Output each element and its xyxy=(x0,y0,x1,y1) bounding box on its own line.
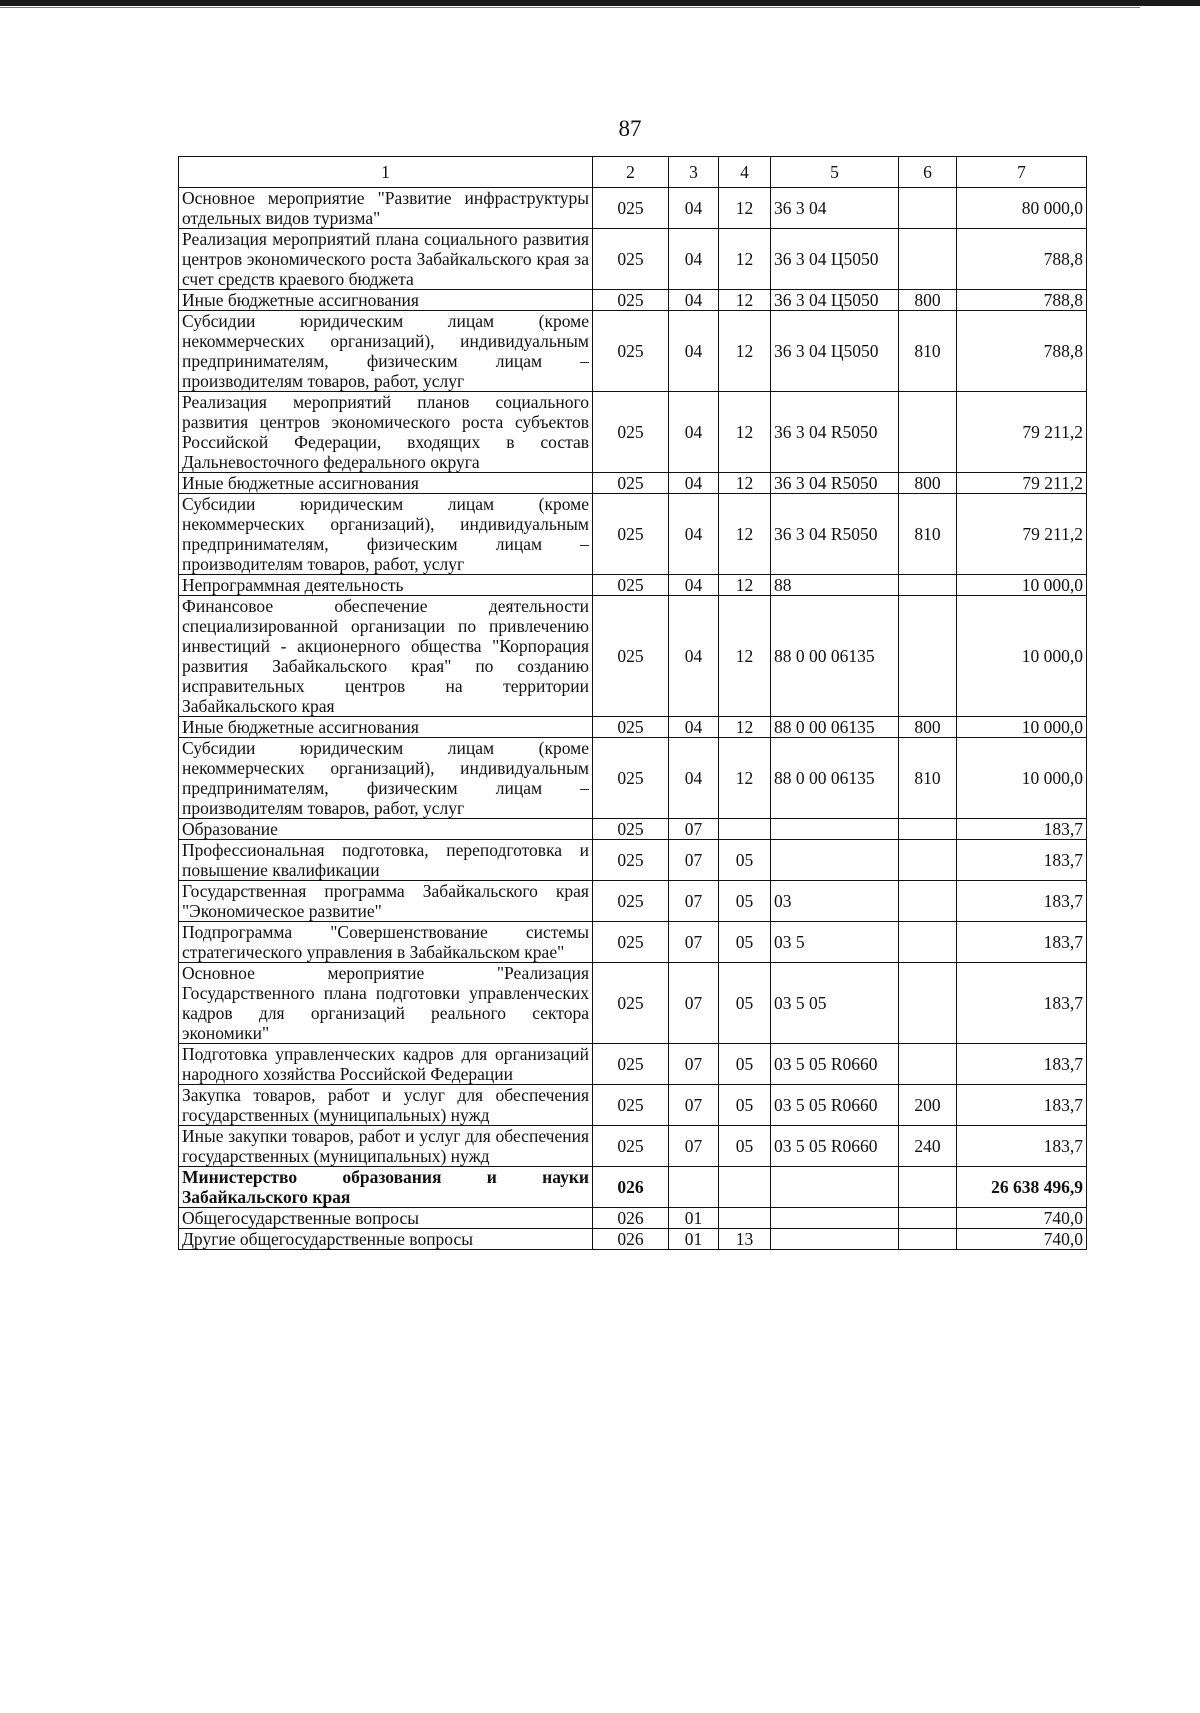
subsection-code-cell: 12 xyxy=(719,717,771,738)
expense-type-cell xyxy=(899,596,957,717)
section-code-cell: 04 xyxy=(669,717,719,738)
table-row xyxy=(179,1085,1087,1126)
expense-type-cell xyxy=(899,392,957,473)
expense-type-cell xyxy=(899,1167,957,1208)
section-code-cell: 07 xyxy=(669,881,719,922)
amount-cell: 10 000,0 xyxy=(957,596,1087,717)
table-row xyxy=(179,881,1087,922)
expense-type-cell xyxy=(899,1229,957,1250)
expense-type-cell: 810 xyxy=(899,738,957,819)
row-name-cell: Финансовое обеспечение деятельности специализированной организации по привлечению инвестиций - акционерного общества "Корпорация развития Забайкальского края" по созданию исправительных центров на территории Забайкальского края xyxy=(179,596,593,717)
admin-code-cell: 025 xyxy=(593,840,669,881)
column-header: 3 xyxy=(669,157,719,188)
row-name-cell: Основное мероприятие "Развитие инфраструктуры отдельных видов туризма" xyxy=(179,188,593,229)
admin-code-cell: 025 xyxy=(593,473,669,494)
section-code-cell: 04 xyxy=(669,188,719,229)
amount-cell: 788,8 xyxy=(957,311,1087,392)
admin-code-cell: 025 xyxy=(593,1126,669,1167)
row-name-cell: Субсидии юридическим лицам (кроме некоммерческих организаций), индивидуальным предпринимателям, физическим лицам – производителям товаров, работ, услуг xyxy=(179,738,593,819)
table-row xyxy=(179,188,1087,229)
admin-code-cell: 025 xyxy=(593,188,669,229)
row-name-cell: Реализация мероприятий плана социального развития центров экономического роста Забайкальского края за счет средств краевого бюджета xyxy=(179,229,593,290)
table-row xyxy=(179,1167,1087,1208)
target-article-cell: 36 3 04 R5050 xyxy=(771,494,899,575)
amount-cell: 183,7 xyxy=(957,1126,1087,1167)
expense-type-cell: 800 xyxy=(899,473,957,494)
admin-code-cell: 026 xyxy=(593,1208,669,1229)
table-row xyxy=(179,575,1087,596)
section-code-cell: 01 xyxy=(669,1208,719,1229)
expense-type-cell xyxy=(899,840,957,881)
column-header: 4 xyxy=(719,157,771,188)
amount-cell: 183,7 xyxy=(957,1085,1087,1126)
expense-type-cell xyxy=(899,963,957,1044)
subsection-code-cell: 12 xyxy=(719,290,771,311)
target-article-cell: 88 0 00 06135 xyxy=(771,738,899,819)
row-name-cell: Иные бюджетные ассигнования xyxy=(179,473,593,494)
budget-table xyxy=(178,156,1087,1250)
table-row xyxy=(179,290,1087,311)
amount-cell: 183,7 xyxy=(957,840,1087,881)
section-code-cell: 04 xyxy=(669,596,719,717)
section-code-cell: 07 xyxy=(669,922,719,963)
subsection-code-cell: 12 xyxy=(719,392,771,473)
expense-type-cell: 200 xyxy=(899,1085,957,1126)
subsection-code-cell xyxy=(719,819,771,840)
expense-type-cell xyxy=(899,819,957,840)
expense-type-cell xyxy=(899,575,957,596)
subsection-code-cell: 12 xyxy=(719,229,771,290)
target-article-cell: 36 3 04 Ц5050 xyxy=(771,311,899,392)
table-row xyxy=(179,311,1087,392)
target-article-cell: 88 0 00 06135 xyxy=(771,717,899,738)
target-article-cell: 36 3 04 xyxy=(771,188,899,229)
column-header: 5 xyxy=(771,157,899,188)
subsection-code-cell xyxy=(719,1167,771,1208)
row-name-cell: Иные закупки товаров, работ и услуг для обеспечения государственных (муниципальных) нужд xyxy=(179,1126,593,1167)
admin-code-cell: 025 xyxy=(593,392,669,473)
amount-cell: 183,7 xyxy=(957,819,1087,840)
amount-cell: 26 638 496,9 xyxy=(957,1167,1087,1208)
row-name-cell: Иные бюджетные ассигнования xyxy=(179,717,593,738)
admin-code-cell: 025 xyxy=(593,717,669,738)
row-name-cell: Реализация мероприятий планов социального развития центров экономического роста субъектов Российской Федерации, входящих в состав Дальневосточного федерального округа xyxy=(179,392,593,473)
admin-code-cell: 025 xyxy=(593,922,669,963)
target-article-cell: 03 xyxy=(771,881,899,922)
admin-code-cell: 025 xyxy=(593,290,669,311)
admin-code-cell: 025 xyxy=(593,738,669,819)
table-row xyxy=(179,494,1087,575)
target-article-cell: 03 5 05 R0660 xyxy=(771,1085,899,1126)
subsection-code-cell: 13 xyxy=(719,1229,771,1250)
target-article-cell xyxy=(771,1208,899,1229)
top-border-rule xyxy=(0,0,1200,6)
amount-cell: 788,8 xyxy=(957,290,1087,311)
column-header: 6 xyxy=(899,157,957,188)
section-code-cell: 04 xyxy=(669,311,719,392)
row-name-cell: Министерство образования и науки Забайкальского края xyxy=(179,1167,593,1208)
table-header xyxy=(179,157,1087,188)
row-name-cell: Образование xyxy=(179,819,593,840)
amount-cell: 79 211,2 xyxy=(957,494,1087,575)
section-code-cell: 04 xyxy=(669,473,719,494)
expense-type-cell xyxy=(899,881,957,922)
row-name-cell: Профессиональная подготовка, переподготовка и повышение квалификации xyxy=(179,840,593,881)
table-row xyxy=(179,1126,1087,1167)
subsection-code-cell: 12 xyxy=(719,473,771,494)
admin-code-cell: 025 xyxy=(593,575,669,596)
subsection-code-cell: 05 xyxy=(719,922,771,963)
row-name-cell: Подпрограмма "Совершенствование системы стратегического управления в Забайкальском крае" xyxy=(179,922,593,963)
table-row xyxy=(179,840,1087,881)
subsection-code-cell xyxy=(719,1208,771,1229)
expense-type-cell: 810 xyxy=(899,494,957,575)
target-article-cell: 03 5 05 xyxy=(771,963,899,1044)
target-article-cell: 36 3 04 Ц5050 xyxy=(771,229,899,290)
target-article-cell xyxy=(771,1229,899,1250)
admin-code-cell: 025 xyxy=(593,819,669,840)
table-row xyxy=(179,392,1087,473)
expense-type-cell xyxy=(899,229,957,290)
target-article-cell: 36 3 04 Ц5050 xyxy=(771,290,899,311)
target-article-cell: 36 3 04 R5050 xyxy=(771,473,899,494)
section-code-cell: 07 xyxy=(669,1044,719,1085)
amount-cell: 80 000,0 xyxy=(957,188,1087,229)
page-number: 87 xyxy=(618,116,642,141)
amount-cell: 183,7 xyxy=(957,963,1087,1044)
row-name-cell: Иные бюджетные ассигнования xyxy=(179,290,593,311)
table-row xyxy=(179,819,1087,840)
target-article-cell: 88 xyxy=(771,575,899,596)
table-row xyxy=(179,1229,1087,1250)
section-code-cell: 07 xyxy=(669,840,719,881)
admin-code-cell: 025 xyxy=(593,963,669,1044)
subsection-code-cell: 05 xyxy=(719,840,771,881)
section-code-cell: 04 xyxy=(669,290,719,311)
column-header: 1 xyxy=(179,157,593,188)
expense-type-cell: 810 xyxy=(899,311,957,392)
amount-cell: 740,0 xyxy=(957,1229,1087,1250)
section-code-cell: 07 xyxy=(669,963,719,1044)
row-name-cell: Общегосударственные вопросы xyxy=(179,1208,593,1229)
header-row xyxy=(179,157,1087,188)
subsection-code-cell: 12 xyxy=(719,738,771,819)
subsection-code-cell: 05 xyxy=(719,1126,771,1167)
row-name-cell: Подготовка управленческих кадров для организаций народного хозяйства Российской Федерации xyxy=(179,1044,593,1085)
section-code-cell: 04 xyxy=(669,229,719,290)
expense-type-cell: 240 xyxy=(899,1126,957,1167)
target-article-cell: 03 5 xyxy=(771,922,899,963)
table-body xyxy=(179,188,1087,1250)
amount-cell: 740,0 xyxy=(957,1208,1087,1229)
admin-code-cell: 026 xyxy=(593,1229,669,1250)
target-article-cell: 03 5 05 R0660 xyxy=(771,1126,899,1167)
row-name-cell: Основное мероприятие "Реализация Государственного плана подготовки управленческих кадров для организаций реального сектора экономики" xyxy=(179,963,593,1044)
section-code-cell: 01 xyxy=(669,1229,719,1250)
section-code-cell: 04 xyxy=(669,494,719,575)
table-row xyxy=(179,738,1087,819)
amount-cell: 10 000,0 xyxy=(957,575,1087,596)
target-article-cell xyxy=(771,819,899,840)
admin-code-cell: 025 xyxy=(593,229,669,290)
row-name-cell: Государственная программа Забайкальского края "Экономическое развитие" xyxy=(179,881,593,922)
admin-code-cell: 025 xyxy=(593,1044,669,1085)
subsection-code-cell: 05 xyxy=(719,1085,771,1126)
table-row xyxy=(179,473,1087,494)
amount-cell: 183,7 xyxy=(957,1044,1087,1085)
subsection-code-cell: 12 xyxy=(719,575,771,596)
section-code-cell: 07 xyxy=(669,1085,719,1126)
admin-code-cell: 025 xyxy=(593,311,669,392)
expense-type-cell xyxy=(899,1208,957,1229)
subsection-code-cell: 12 xyxy=(719,494,771,575)
target-article-cell xyxy=(771,1167,899,1208)
section-code-cell: 04 xyxy=(669,392,719,473)
subsection-code-cell: 12 xyxy=(719,596,771,717)
amount-cell: 10 000,0 xyxy=(957,717,1087,738)
target-article-cell: 03 5 05 R0660 xyxy=(771,1044,899,1085)
amount-cell: 788,8 xyxy=(957,229,1087,290)
expense-type-cell xyxy=(899,922,957,963)
column-header: 7 xyxy=(957,157,1087,188)
expense-type-cell: 800 xyxy=(899,717,957,738)
subsection-code-cell: 12 xyxy=(719,311,771,392)
section-code-cell: 07 xyxy=(669,1126,719,1167)
section-code-cell xyxy=(669,1167,719,1208)
target-article-cell: 88 0 00 06135 xyxy=(771,596,899,717)
row-name-cell: Другие общегосударственные вопросы xyxy=(179,1229,593,1250)
admin-code-cell: 025 xyxy=(593,881,669,922)
table-row xyxy=(179,922,1087,963)
table-row xyxy=(179,1044,1087,1085)
expense-type-cell xyxy=(899,1044,957,1085)
row-name-cell: Субсидии юридическим лицам (кроме некоммерческих организаций), индивидуальным предпринимателям, физическим лицам – производителям товаров, работ, услуг xyxy=(179,311,593,392)
subsection-code-cell: 05 xyxy=(719,881,771,922)
row-name-cell: Субсидии юридическим лицам (кроме некоммерческих организаций), индивидуальным предпринимателям, физическим лицам – производителям товаров, работ, услуг xyxy=(179,494,593,575)
amount-cell: 183,7 xyxy=(957,881,1087,922)
table-row xyxy=(179,717,1087,738)
admin-code-cell: 025 xyxy=(593,494,669,575)
row-name-cell: Непрограммная деятельность xyxy=(179,575,593,596)
table-row xyxy=(179,963,1087,1044)
subsection-code-cell: 12 xyxy=(719,188,771,229)
admin-code-cell: 025 xyxy=(593,596,669,717)
subsection-code-cell: 05 xyxy=(719,1044,771,1085)
section-code-cell: 04 xyxy=(669,738,719,819)
table-row xyxy=(179,1208,1087,1229)
amount-cell: 10 000,0 xyxy=(957,738,1087,819)
column-header: 2 xyxy=(593,157,669,188)
section-code-cell: 04 xyxy=(669,575,719,596)
target-article-cell xyxy=(771,840,899,881)
target-article-cell: 36 3 04 R5050 xyxy=(771,392,899,473)
section-code-cell: 07 xyxy=(669,819,719,840)
admin-code-cell: 025 xyxy=(593,1085,669,1126)
expense-type-cell: 800 xyxy=(899,290,957,311)
admin-code-cell: 026 xyxy=(593,1167,669,1208)
row-name-cell: Закупка товаров, работ и услуг для обеспечения государственных (муниципальных) нужд xyxy=(179,1085,593,1126)
table-row xyxy=(179,596,1087,717)
top-border-thin-rule xyxy=(0,7,1140,8)
table-row xyxy=(179,229,1087,290)
expense-type-cell xyxy=(899,188,957,229)
subsection-code-cell: 05 xyxy=(719,963,771,1044)
amount-cell: 79 211,2 xyxy=(957,473,1087,494)
amount-cell: 79 211,2 xyxy=(957,392,1087,473)
amount-cell: 183,7 xyxy=(957,922,1087,963)
